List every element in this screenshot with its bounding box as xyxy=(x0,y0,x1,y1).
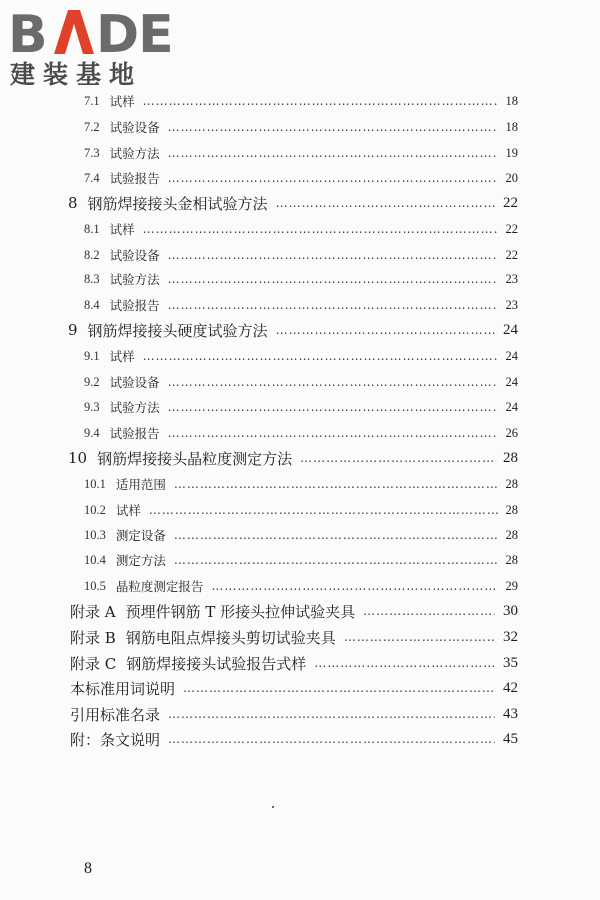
toc-entry-title: 测定设备 xyxy=(115,528,166,543)
toc-entry[interactable] xyxy=(84,422,518,444)
toc-entry-page: 20 xyxy=(505,170,518,185)
toc-entry[interactable] xyxy=(68,447,518,469)
toc-entry-page: 43 xyxy=(503,705,518,722)
toc-entry-number: 10.2 xyxy=(84,502,106,517)
toc-entry-title: 晶粒度测定报告 xyxy=(115,579,204,594)
toc-entry-title: 试验设备 xyxy=(109,375,160,390)
svg-text:DE: DE xyxy=(96,5,173,60)
toc-leader-dots xyxy=(143,349,498,363)
toc-entry[interactable] xyxy=(84,345,518,367)
toc-entry-number: 10.5 xyxy=(84,578,106,593)
toc-entry[interactable] xyxy=(70,728,518,750)
toc-entry-page: 28 xyxy=(505,552,518,567)
toc-entry[interactable] xyxy=(84,499,518,521)
toc-entry[interactable] xyxy=(84,116,518,138)
toc-entry-page: 19 xyxy=(505,145,518,160)
toc-entry-page: 28 xyxy=(505,502,518,517)
toc-entry-number: 附录 A xyxy=(70,602,116,621)
toc-entry-number: 10.3 xyxy=(84,527,106,542)
toc-entry-number: 10.4 xyxy=(84,552,106,567)
toc-entry-title: 试样 xyxy=(109,222,135,237)
toc-entry-title: 附：条文说明 xyxy=(70,730,161,749)
toc-entry-title: 本标准用词说明 xyxy=(70,679,176,698)
toc-entry-title: 钢筋焊接接头晶粒度测定方法 xyxy=(97,449,293,468)
toc-entry-title: 试验报告 xyxy=(109,171,160,186)
toc-entry[interactable] xyxy=(68,192,518,214)
toc-entry-page: 29 xyxy=(505,578,518,593)
page-number: 8 xyxy=(84,860,92,877)
toc-entry-number: 10.1 xyxy=(84,476,106,491)
toc-entry-number: 7.4 xyxy=(84,170,100,185)
toc-entry[interactable] xyxy=(70,626,518,648)
toc-entry-number: 8.3 xyxy=(84,271,100,286)
toc-leader-dots xyxy=(276,323,495,337)
toc-entry-number: 8.4 xyxy=(84,297,100,312)
toc-entry[interactable] xyxy=(84,371,518,393)
toc-entry-number: 10 xyxy=(68,449,88,467)
toc-entry-number: 9.1 xyxy=(84,348,100,363)
toc-entry-number: 9.2 xyxy=(84,374,100,389)
toc-entry-title: 试样 xyxy=(109,94,135,109)
toc-entry-title: 钢筋焊接接头金相试验方法 xyxy=(87,194,268,213)
toc-entry-page: 24 xyxy=(505,348,518,363)
toc-entry-title: 试验方法 xyxy=(109,400,160,415)
toc-entry-number: 9.3 xyxy=(84,399,100,414)
toc-entry-title: 测定方法 xyxy=(115,553,166,568)
toc-leader-dots xyxy=(183,681,495,695)
toc-entry-title: 试验报告 xyxy=(109,298,160,313)
toc-entry[interactable] xyxy=(70,652,518,674)
toc-entry-page: 22 xyxy=(505,247,518,262)
toc-entry[interactable] xyxy=(70,677,518,699)
toc-entry[interactable] xyxy=(84,268,518,290)
toc-entry-title: 钢筋焊接接头试验报告式样 xyxy=(126,654,307,673)
toc-entry-number: 附录 C xyxy=(70,654,117,673)
toc-entry-title: 预埋件钢筋 T 形接头拉伸试验夹具 xyxy=(125,602,356,621)
toc-entry[interactable] xyxy=(84,473,518,495)
toc-leader-dots xyxy=(276,196,495,210)
toc-entry[interactable] xyxy=(84,575,518,597)
toc-leader-dots xyxy=(174,528,498,542)
toc-leader-dots xyxy=(211,579,497,593)
toc-entry[interactable] xyxy=(84,90,518,112)
toc-entry-page: 23 xyxy=(505,297,518,312)
toc-entry-number: 7.1 xyxy=(84,93,100,108)
toc-entry-title: 试样 xyxy=(115,503,141,518)
toc-entry-page: 45 xyxy=(503,730,518,747)
toc-entry-page: 28 xyxy=(505,476,518,491)
toc-entry-page: 18 xyxy=(505,119,518,134)
toc-leader-dots xyxy=(168,272,498,286)
toc-leader-dots xyxy=(168,298,498,312)
toc-leader-dots xyxy=(168,248,498,262)
toc-entry-title: 试样 xyxy=(109,349,135,364)
toc-entry-number: 8.2 xyxy=(84,247,100,262)
toc-entry-page: 22 xyxy=(503,194,518,211)
toc-entry-title: 试验设备 xyxy=(109,248,160,263)
toc-entry-page: 42 xyxy=(503,679,518,696)
bade-logo-wordmark xyxy=(6,4,176,60)
toc-leader-dots xyxy=(168,120,498,134)
toc-entry[interactable] xyxy=(84,396,518,418)
toc-leader-dots xyxy=(168,426,498,440)
toc-leader-dots xyxy=(168,732,495,746)
toc-entry-page: 32 xyxy=(503,628,518,645)
toc-leader-dots xyxy=(174,553,498,567)
toc-leader-dots xyxy=(143,222,498,236)
toc-entry[interactable] xyxy=(84,244,518,266)
toc-entry-page: 24 xyxy=(505,374,518,389)
toc-entry-number: 8.1 xyxy=(84,221,100,236)
toc-entry-page: 24 xyxy=(503,321,518,338)
toc-leader-dots xyxy=(149,503,498,517)
toc-entry-page: 26 xyxy=(505,425,518,440)
toc-entry-title: 钢筋电阻点焊接头剪切试验夹具 xyxy=(125,628,336,647)
toc-leader-dots xyxy=(174,477,498,491)
toc-entry-title: 适用范围 xyxy=(115,477,166,492)
toc-entry-title: 试验设备 xyxy=(109,120,160,135)
toc-entry[interactable] xyxy=(84,549,518,571)
toc-entry-number: 7.3 xyxy=(84,145,100,160)
toc-leader-dots xyxy=(168,400,498,414)
toc-entry-title: 试验报告 xyxy=(109,426,160,441)
toc-entry-number: 9.4 xyxy=(84,425,100,440)
toc-entry-number: 8 xyxy=(68,194,78,212)
bade-logo xyxy=(6,4,176,90)
toc-leader-dots xyxy=(300,451,495,465)
toc-entry-number: 附录 B xyxy=(70,628,116,647)
toc-leader-dots xyxy=(363,604,495,618)
toc-leader-dots xyxy=(168,707,495,721)
toc-entry[interactable] xyxy=(84,218,518,240)
toc-entry-title: 试验方法 xyxy=(109,146,160,161)
toc-entry[interactable] xyxy=(70,703,518,725)
toc-entry[interactable] xyxy=(84,524,518,546)
toc-entry-page: 23 xyxy=(505,271,518,286)
toc-entry[interactable] xyxy=(84,167,518,189)
toc-entry-title: 引用标准名录 xyxy=(70,705,161,724)
toc-leader-dots xyxy=(168,375,498,389)
toc-entry[interactable] xyxy=(68,319,518,341)
toc-leader-dots xyxy=(314,656,495,670)
toc-entry[interactable] xyxy=(84,142,518,164)
toc-entry-number: 9 xyxy=(68,321,78,339)
toc-leader-dots xyxy=(168,171,498,185)
svg-text:B: B xyxy=(8,5,47,60)
logo-accent-a xyxy=(54,10,94,54)
scan-speck xyxy=(272,806,274,808)
toc-entry-page: 22 xyxy=(505,221,518,236)
toc-entry-page: 18 xyxy=(505,93,518,108)
logo-chinese-text: 建装基地 xyxy=(10,60,143,89)
toc-entry-page: 30 xyxy=(503,602,518,619)
toc-leader-dots xyxy=(143,94,498,108)
toc-entry[interactable] xyxy=(70,600,518,622)
toc-entry-page: 35 xyxy=(503,654,518,671)
toc-leader-dots xyxy=(168,146,498,160)
toc-entry[interactable] xyxy=(84,294,518,316)
toc-entry-title: 钢筋焊接接头硬度试验方法 xyxy=(87,321,268,340)
toc-leader-dots xyxy=(344,630,495,644)
toc-entry-page: 28 xyxy=(505,527,518,542)
toc-entry-number: 7.2 xyxy=(84,119,100,134)
toc-entry-page: 24 xyxy=(505,399,518,414)
toc-entry-title: 试验方法 xyxy=(109,272,160,287)
toc-entry-page: 28 xyxy=(503,449,518,466)
